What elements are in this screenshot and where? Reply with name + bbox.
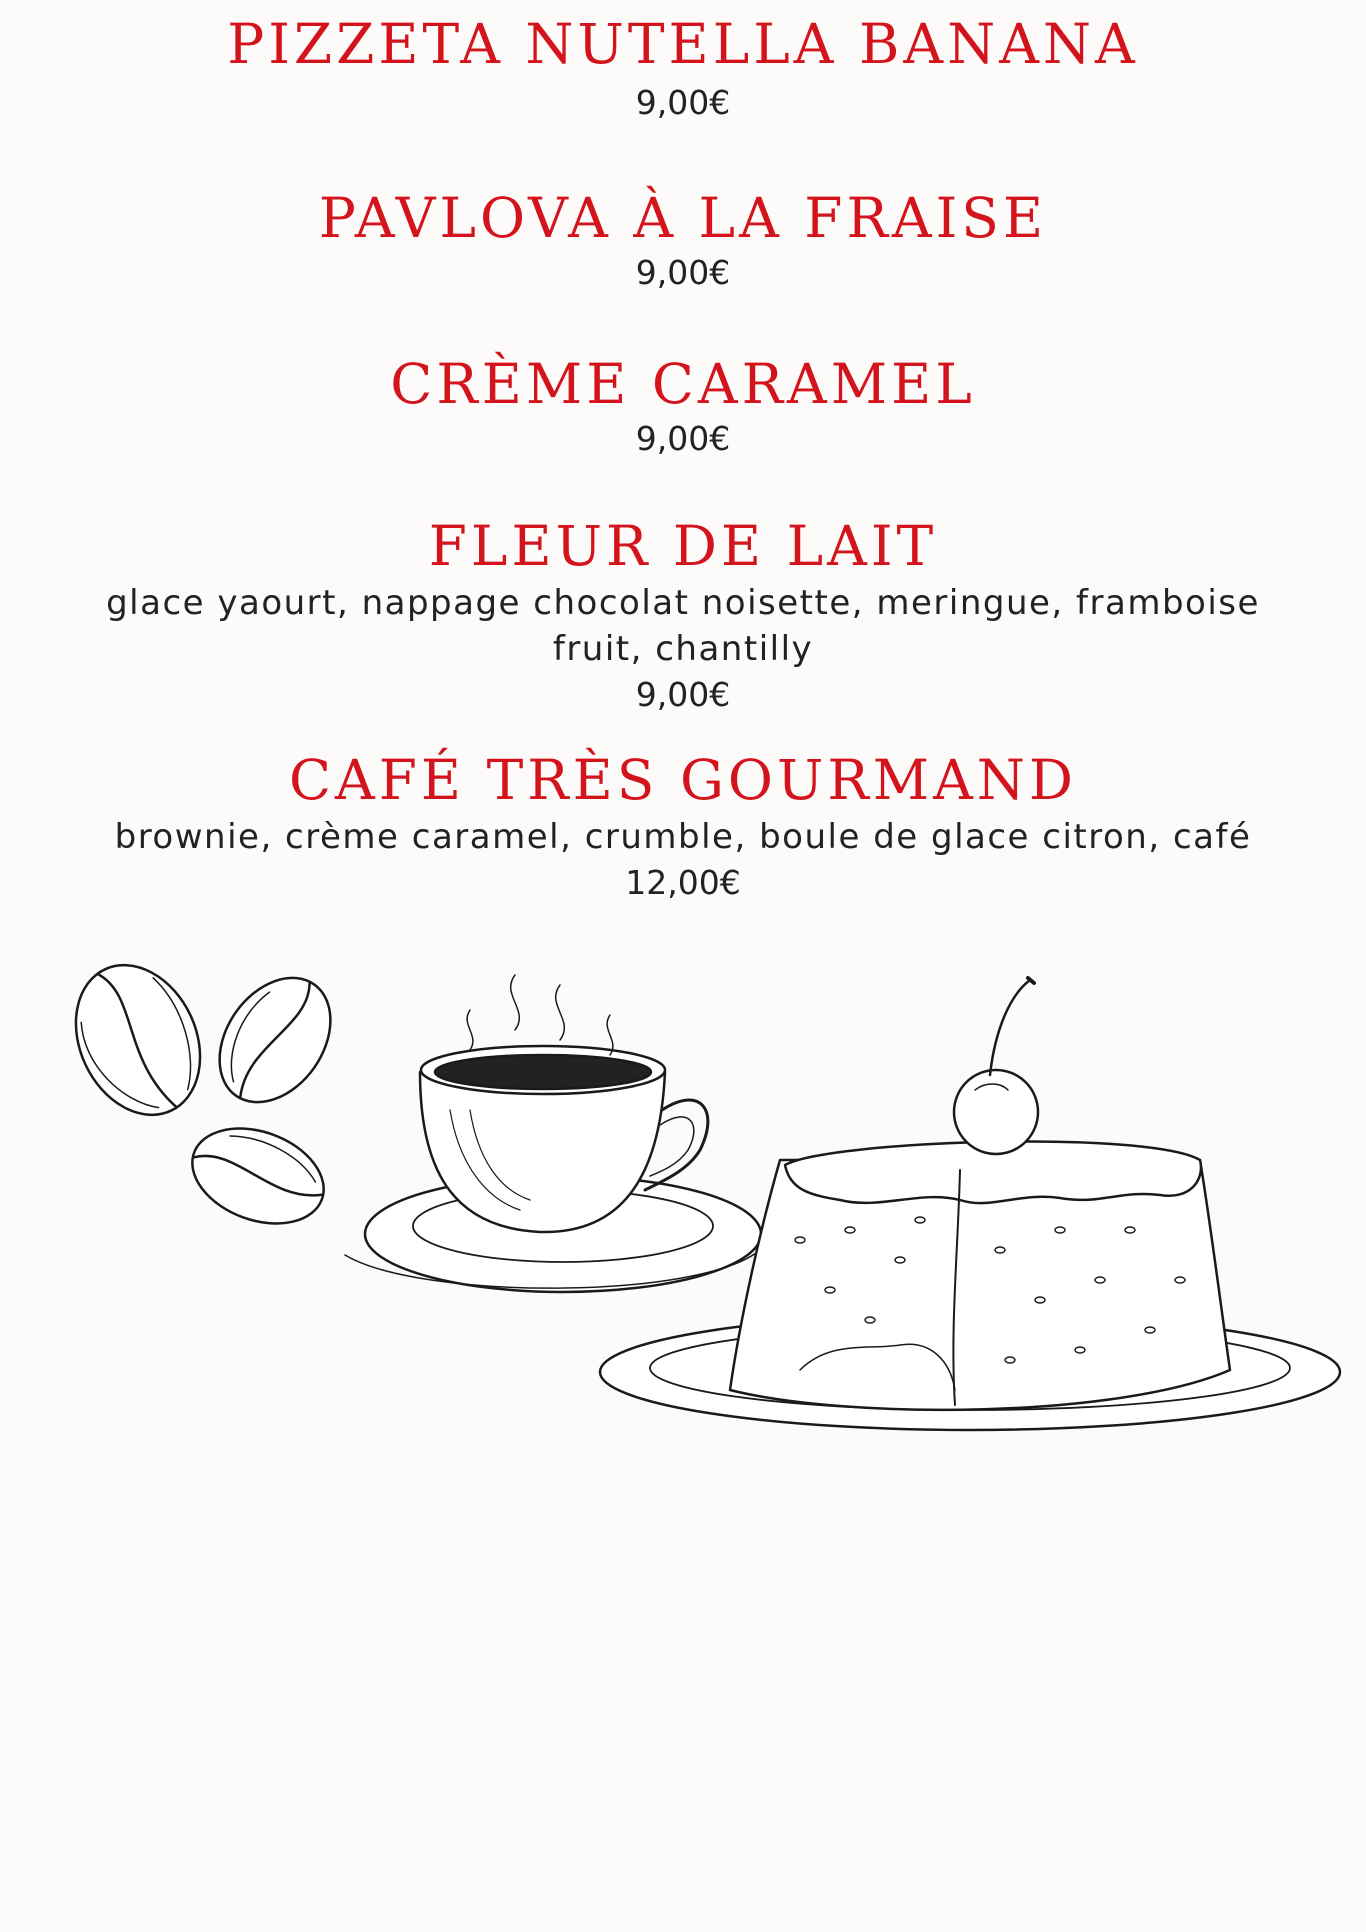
menu-item-pavlova	[0, 188, 1366, 296]
item-description: brownie, crème caramel, crumble, boule de glace citron, café	[114, 817, 1252, 857]
menu-item-pizzeta	[0, 14, 1366, 126]
item-title: PIZZETA NUTELLA BANANA	[227, 12, 1139, 76]
item-title: FLEUR DE LAIT	[428, 514, 938, 578]
item-price: 12,00€	[625, 863, 741, 902]
item-price: 9,00€	[635, 675, 731, 714]
item-title: PAVLOVA À LA FRAISE	[318, 186, 1048, 250]
menu-item-creme-caramel	[0, 354, 1366, 462]
item-description: glace yaourt, nappage chocolat noisette, meringue, framboise	[106, 583, 1260, 623]
item-title: CAFÉ TRÈS GOURMAND	[288, 748, 1078, 812]
menu-item-fleur-de-lait	[0, 516, 1366, 718]
item-title: CRÈME CARAMEL	[390, 352, 976, 416]
item-price: 9,00€	[635, 419, 731, 458]
item-price: 9,00€	[635, 83, 731, 122]
dessert-coffee-illustration	[0, 930, 1366, 1490]
coffee-beans-icon	[52, 945, 353, 1241]
item-price: 9,00€	[635, 253, 731, 292]
menu-item-cafe-gourmand	[0, 750, 1366, 906]
item-description-continued: fruit, chantilly	[552, 629, 814, 669]
coffee-cup-icon	[345, 975, 761, 1292]
